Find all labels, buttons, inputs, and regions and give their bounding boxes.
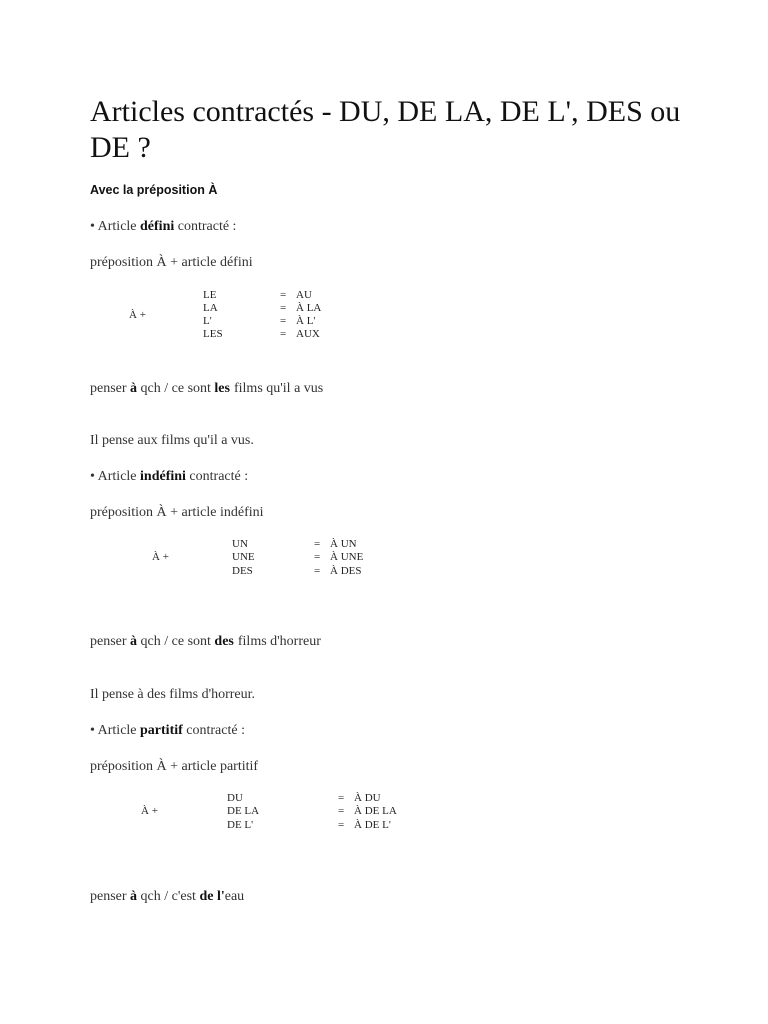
table-equals: = [314, 565, 321, 577]
preposition-label: À + [129, 309, 146, 321]
example-sentence: Il pense à des films d'horreur. [90, 687, 256, 702]
table-article: DE LA [227, 805, 260, 817]
bullet-pre: Article [97, 469, 137, 484]
example-preposition: à [130, 889, 138, 904]
example-sentence: Il pense aux films qu'il a vus. [90, 433, 254, 448]
example-mid: qch / ce sont [140, 381, 211, 396]
example-line [90, 381, 323, 397]
bullet: • [90, 469, 95, 484]
table-result: À UN [330, 538, 357, 550]
table-equals: = [280, 315, 287, 327]
bullet: • [90, 723, 95, 738]
example-post: eau [224, 889, 245, 904]
bullet-keyword: indéfini [140, 469, 186, 484]
table-article: LE [203, 289, 217, 301]
table-result: À L' [296, 315, 316, 327]
example-line [90, 889, 244, 905]
example-post: films d'horreur [237, 634, 321, 649]
table-article: DU [227, 792, 243, 804]
table-equals: = [280, 302, 287, 314]
table-result: À DE LA [354, 805, 397, 817]
example-mid: qch / c'est [140, 889, 196, 904]
bullet-post: contracté : [186, 723, 245, 738]
bullet-article-indefini [90, 469, 248, 485]
example-line [90, 634, 321, 650]
bullet-article-defini [90, 219, 236, 235]
bullet-pre: Article [97, 723, 137, 738]
table-result: À LA [296, 302, 322, 314]
table-article: LA [203, 302, 218, 314]
bullet-keyword: partitif [140, 723, 183, 738]
preposition-label: À + [152, 551, 169, 563]
page-title: Articles contractés - DU, DE LA, DE L', DES ou DE ? [90, 95, 681, 164]
table-result: AUX [296, 328, 320, 340]
bullet-pre: Article [97, 219, 137, 234]
table-article: DE L' [227, 819, 254, 831]
formula-indefini: préposition À + article indéfini [90, 505, 264, 520]
table-equals: = [280, 289, 287, 301]
formula-partitif: préposition À + article partitif [90, 759, 259, 774]
table-equals: = [338, 819, 345, 831]
bullet-post: contracté : [189, 469, 249, 484]
example-pre: penser [90, 889, 127, 904]
table-equals: = [338, 805, 345, 817]
formula-defini: préposition À + article défini [90, 255, 253, 270]
bullet: • [90, 219, 95, 234]
table-result: À DES [330, 565, 362, 577]
example-keyword: les [214, 381, 230, 396]
bullet-keyword: défini [140, 219, 175, 234]
table-equals: = [314, 551, 321, 563]
bullet-article-partitif [90, 723, 245, 739]
section-subheading: Avec la préposition À [90, 183, 218, 197]
example-keyword: de l' [199, 889, 225, 904]
table-equals: = [338, 792, 345, 804]
table-article: L' [203, 315, 212, 327]
table-article: UN [232, 538, 248, 550]
example-preposition: à [130, 381, 138, 396]
example-post: films qu'il a vus [233, 381, 324, 396]
example-pre: penser [90, 381, 127, 396]
bullet-post: contracté : [177, 219, 237, 234]
table-result: À DE L' [354, 819, 391, 831]
table-article: UNE [232, 551, 255, 563]
table-article: LES [203, 328, 223, 340]
table-equals: = [280, 328, 287, 340]
example-preposition: à [130, 634, 138, 649]
preposition-label: À + [141, 805, 158, 817]
example-keyword: des [214, 634, 234, 649]
table-result: AU [296, 289, 312, 301]
example-mid: qch / ce sont [140, 634, 211, 649]
table-article: DES [232, 565, 253, 577]
table-result: À UNE [330, 551, 364, 563]
example-pre: penser [90, 634, 127, 649]
table-result: À DU [354, 792, 381, 804]
table-equals: = [314, 538, 321, 550]
